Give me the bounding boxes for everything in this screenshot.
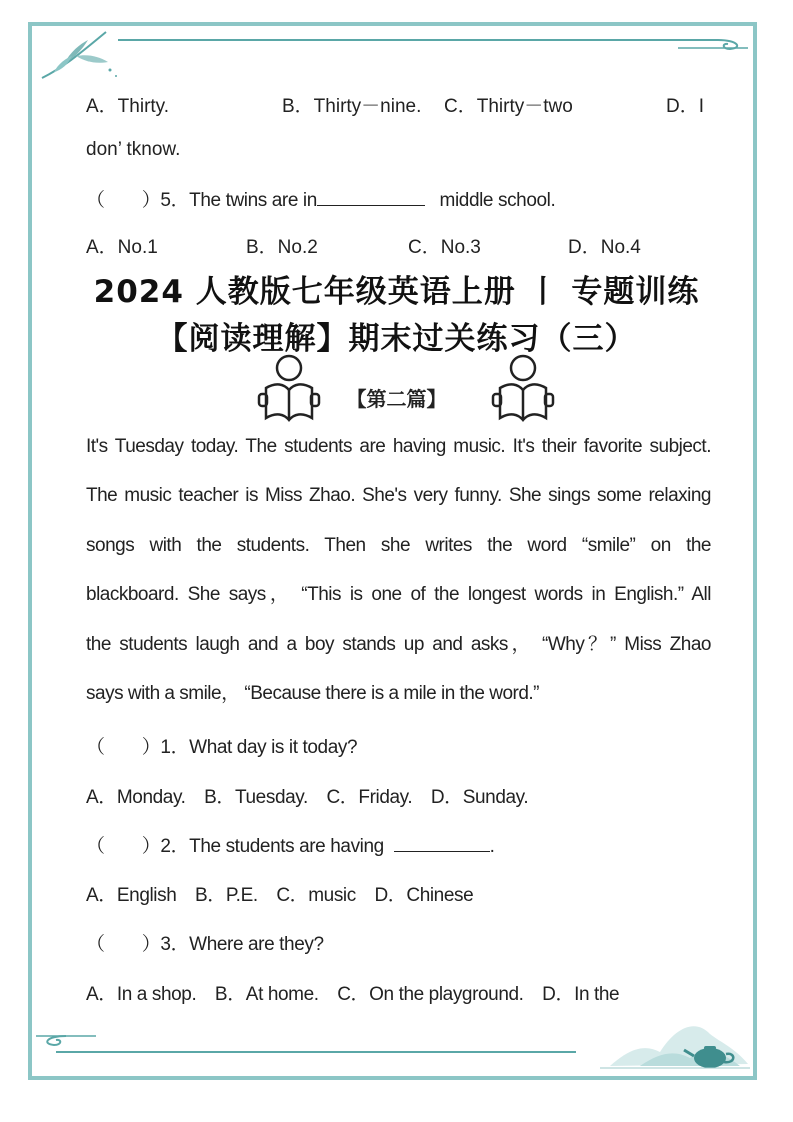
answer-blank — [394, 835, 490, 852]
prev-q5-option-a: A．No.1 — [86, 237, 158, 258]
reading-passage — [86, 435, 711, 731]
prev-q5-suffix: middle school. — [439, 190, 556, 211]
prev-q5-option-b: B．No.2 — [246, 237, 318, 258]
prev-q5-stem — [86, 185, 555, 212]
passage-line: The music teacher is Miss Zhao. She's very funny. She sings some relaxing — [86, 485, 711, 507]
prev-q5-prefix: （ ）5．The twins are in — [86, 190, 317, 211]
passage-line: songs with the students. Then she writes the word “smile” on the — [86, 534, 711, 556]
page-title: 2024 人教版七年级英语上册 丨 专题训练 — [93, 274, 700, 310]
prev-q4-option-c: C．Thirty－two — [444, 96, 573, 117]
prev-q4-option-a: A．Thirty. — [86, 96, 170, 117]
prev-q4-option-b: B．Thirty－nine. — [282, 96, 422, 117]
passage-line: says with a smile， “Because there is a mile in the word.” — [86, 682, 540, 704]
mountain-teapot-icon — [600, 1008, 750, 1074]
question-1-stem: （ ）1．What day is it today? — [86, 737, 358, 758]
reading-person-icon — [490, 352, 556, 424]
prev-q4-option-d-cont: don’ tknow. — [86, 139, 181, 160]
question-3-options: A．In a shop. B．At home. C．On the playground. D．In the — [86, 984, 620, 1005]
passage-line: It's Tuesday today. The students are having music. It's their favorite subject. — [86, 436, 711, 457]
passage-line: blackboard. She says， “This is one of the longest words in English.” All — [86, 584, 711, 606]
question-2-stem — [86, 831, 494, 858]
prev-q5-option-c: C．No.3 — [408, 237, 481, 258]
passage-line: the students laugh and a boy stands up and asks， “Why？” Miss Zhao — [86, 633, 711, 655]
question-1-options: A．Monday. B．Tuesday. C．Friday. D．Sunday. — [86, 787, 529, 808]
question-2-prefix: （ ）2．The students are having — [86, 836, 384, 857]
question-2-suffix: . — [489, 836, 495, 857]
section-label: 【第二篇】 — [346, 387, 447, 411]
bottom-line-decoration — [36, 1030, 596, 1060]
prev-q4-option-d: D．I — [666, 96, 705, 117]
answer-blank — [317, 189, 425, 206]
top-line-decoration — [118, 34, 758, 54]
prev-q5-option-d: D．No.4 — [568, 237, 641, 258]
question-3-stem: （ ）3．Where are they? — [86, 934, 324, 955]
bamboo-leaf-icon — [36, 26, 126, 86]
question-2-options: A．English B．P.E. C．music D．Chinese — [86, 885, 474, 906]
page-subtitle: 【阅读理解】期末过关练习（三） — [156, 321, 637, 357]
